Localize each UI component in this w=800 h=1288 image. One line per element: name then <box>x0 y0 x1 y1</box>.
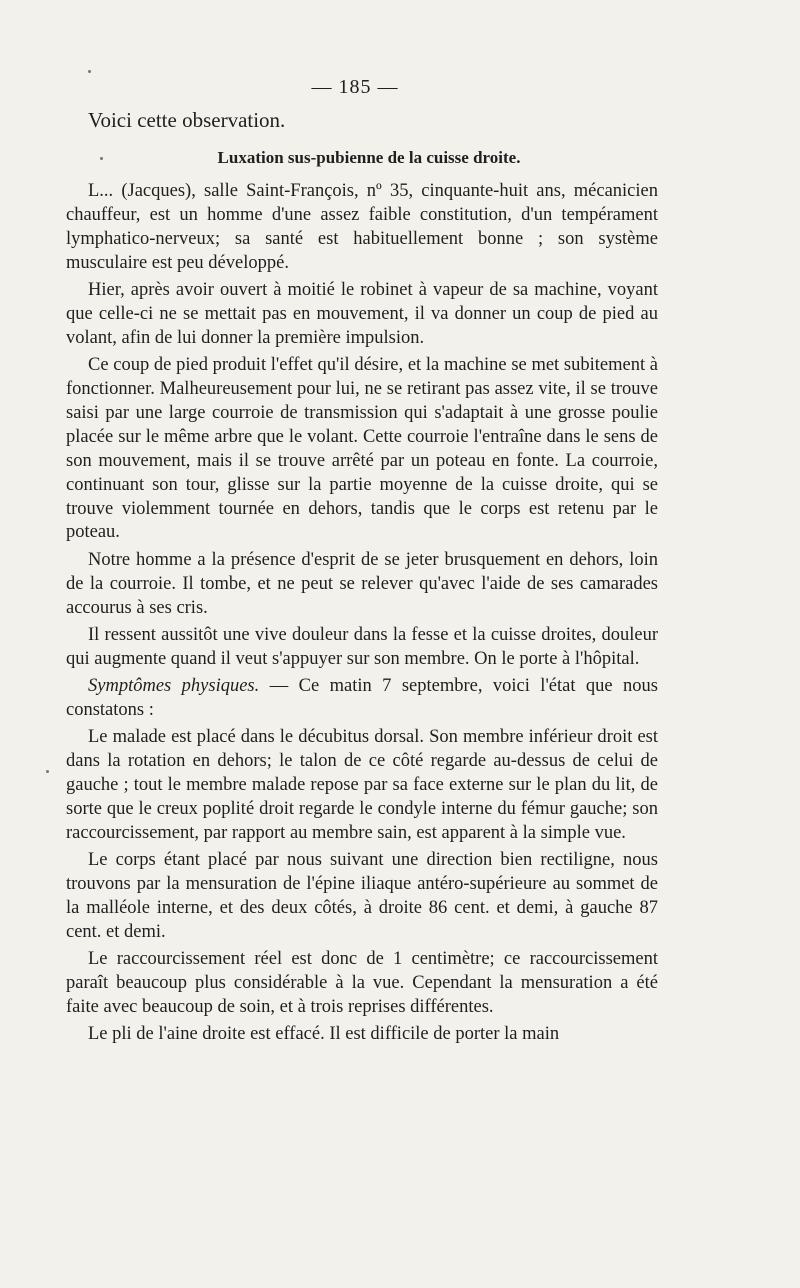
paragraph-10: Le pli de l'aine droite est effacé. Il est difficile de porter la main <box>88 1024 560 1045</box>
paper-speck <box>88 70 91 73</box>
italic-lead: Symptômes physiques. <box>88 676 260 697</box>
paragraph-5: Il ressent aussitôt une vive douleur dans la fesse et la cuisse droites, douleur qui augmente quand il veut s'appuyer sur son membre. On le porte à l'hôpital. <box>66 624 658 669</box>
intro-line: Voici cette observation. <box>88 108 286 132</box>
page-number: — 185 — <box>311 76 399 98</box>
body-text <box>66 180 658 1051</box>
paragraph-9: Le raccourcissement réel est donc de 1 centimètre; ce raccourcissement paraît beaucoup plus considérable à la vue. Cependant la mensuration a été faite avec beaucoup de soin, et à trois reprises différentes. <box>66 949 658 1018</box>
section-title: Luxation sus-pubienne de la cuisse droite. <box>217 148 521 167</box>
paper-speck <box>46 770 49 773</box>
paragraph-7: Le malade est placé dans le décubitus dorsal. Son membre inférieur droit est dans la rotation en dehors; le talon de ce côté regarde au-dessus de celui de gauche ; tout le membre malade repose par sa face externe sur le plan du lit, de sorte que le creux poplité droit regarde le condyle interne du fémur gauche; son raccourcissement, par rapport au membre sain, est apparent à la simple vue. <box>66 727 658 843</box>
paper-speck <box>100 157 103 160</box>
paragraph-3: Ce coup de pied produit l'effet qu'il désire, et la machine se met subitement à fonctionner. Malheureusement pour lui, ne se retirant pas assez vite, il se trouve saisi par une large courroie de transmission qui s'adaptait à une grosse poulie placée sur le même arbre que le volant. Cette courroie l'entraîne dans le sens de son mouvement, mais il se trouve arrêté par un poteau en fonte. La courroie, continuant son tour, glisse sur la partie moyenne de la cuisse droite, qui se trouve violemment tournée en dehors, tandis que le corps est retenu par le poteau. <box>66 355 658 543</box>
paragraph-2: Hier, après avoir ouvert à moitié le robinet à vapeur de sa machine, voyant que celle-ci ne se mettait pas en mouvement, il va donner un coup de pied au volant, afin de lui donner la première impulsion. <box>66 280 658 348</box>
paragraph-8: Le corps étant placé par nous suivant une direction bien rectiligne, nous trouvons par la mensuration de l'épine iliaque antéro-supérieure au sommet de la malléole interne, et des deux côtés, à droite 86 cent. et demi, à gauche 87 cent. et demi. <box>66 850 658 942</box>
paragraph-6-text: — Ce matin 7 septembre, voici l'état que nous constatons : <box>66 676 658 720</box>
paragraph-1: L... (Jacques), salle Saint-François, nº 35, cinquante-huit ans, mécanicien chauffeur, est un homme d'une assez faible constitution, d'un tempérament lymphatico-nerveux; sa santé est habituellement bonne ; son système musculaire est peu développé. <box>66 181 658 273</box>
paragraph-4: Notre homme a la présence d'esprit de se jeter brusquement en dehors, loin de la courroie. Il tombe, et ne peut se relever qu'avec l'aide de ses camarades accourus à ses cris. <box>66 549 658 618</box>
paragraph-6 <box>66 675 658 723</box>
